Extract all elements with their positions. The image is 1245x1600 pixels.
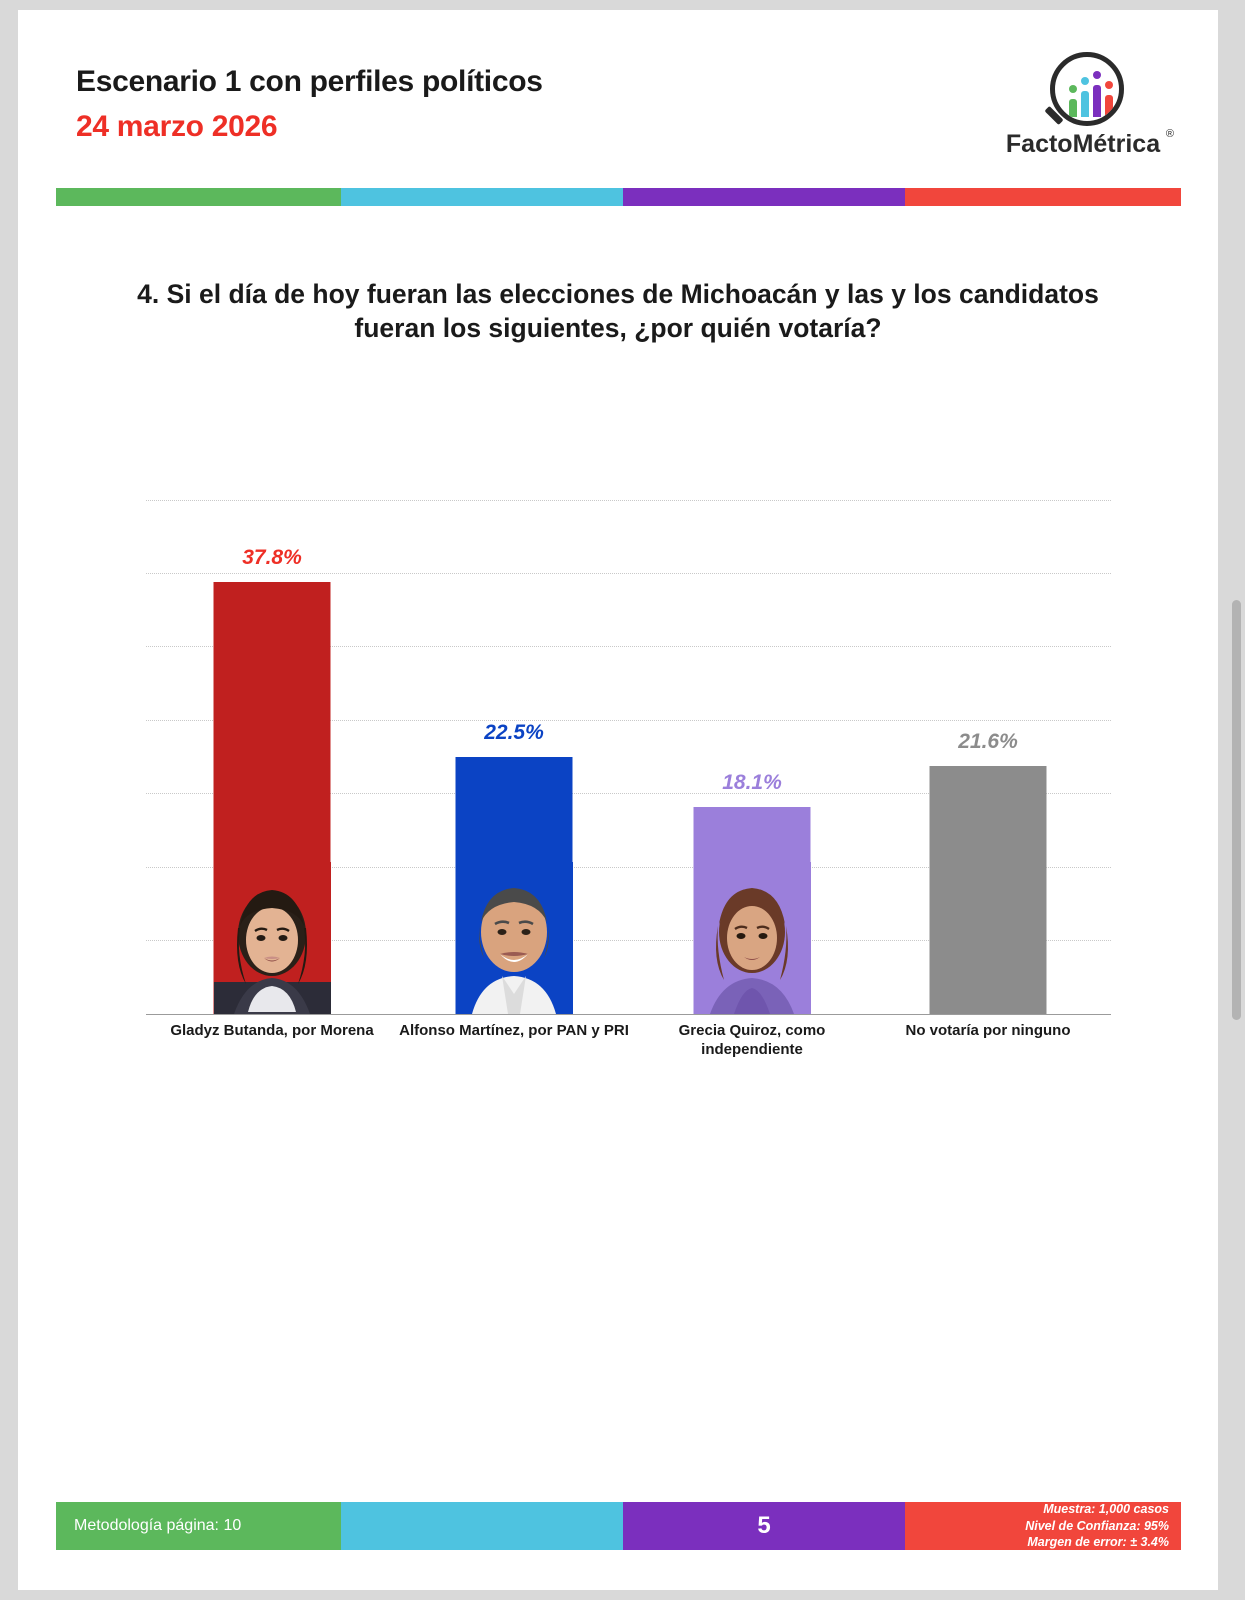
bar-value-label: 18.1%	[722, 771, 782, 794]
slide	[18, 10, 1218, 1590]
bar-value-label: 22.5%	[484, 721, 544, 744]
bar-group	[146, 500, 1111, 1058]
slide-footer	[56, 1502, 1181, 1550]
slide-header	[18, 10, 1218, 170]
bar-column	[394, 500, 634, 1039]
candidate-photo	[214, 862, 331, 1014]
candidate-photo	[456, 862, 573, 1014]
logo-bars	[1067, 71, 1117, 117]
registered-mark: ®	[1165, 128, 1174, 140]
factometrica-logo	[988, 52, 1178, 167]
x-axis	[146, 1014, 1111, 1015]
bar-column	[152, 500, 392, 1039]
band-segment-red	[905, 188, 1181, 206]
bar[interactable]	[694, 807, 811, 1014]
category-label: Alfonso Martínez, por PAN y PRI	[399, 1022, 629, 1039]
band-segment-green	[56, 188, 341, 206]
logo-wordmark: FactoMétrica	[1005, 130, 1161, 158]
bar-chart	[146, 500, 1111, 1058]
sample-info	[905, 1502, 1181, 1550]
methodology-note: Metodología página: 10	[56, 1502, 341, 1550]
candidate-photo	[694, 862, 811, 1014]
bar-value-label: 21.6%	[958, 730, 1018, 753]
bar[interactable]	[930, 766, 1047, 1014]
scrollbar[interactable]	[1232, 600, 1241, 1020]
band-segment-cyan	[341, 188, 623, 206]
color-band	[56, 188, 1181, 206]
bar[interactable]	[214, 582, 331, 1014]
margin-of-error: Margen de error: ± 3.4%	[1027, 1535, 1169, 1550]
bar-column	[632, 500, 872, 1058]
bar-column	[868, 500, 1108, 1039]
bar[interactable]	[456, 757, 573, 1014]
page-date: 24 marzo 2026	[76, 110, 278, 143]
sample-size: Muestra: 1,000 casos	[1043, 1501, 1169, 1516]
bar-value-label: 37.8%	[242, 546, 302, 569]
footer-segment-cyan	[341, 1502, 623, 1550]
confidence-level: Nivel de Confianza: 95%	[1025, 1518, 1169, 1533]
category-label: Grecia Quiroz, como independiente	[678, 1022, 826, 1058]
magnifier-icon	[1050, 52, 1124, 126]
page-title: Escenario 1 con perfiles políticos	[76, 65, 543, 98]
category-label: No votaría por ninguno	[905, 1022, 1071, 1039]
page-number: 5	[623, 1502, 905, 1550]
question-text: 4. Si el día de hoy fueran las elecciones de Michoacán y las y los candidatos fueran los siguientes, ¿por quién votaría?	[137, 279, 1099, 343]
band-segment-purple	[623, 188, 905, 206]
category-label: Gladyz Butanda, por Morena	[170, 1022, 374, 1039]
